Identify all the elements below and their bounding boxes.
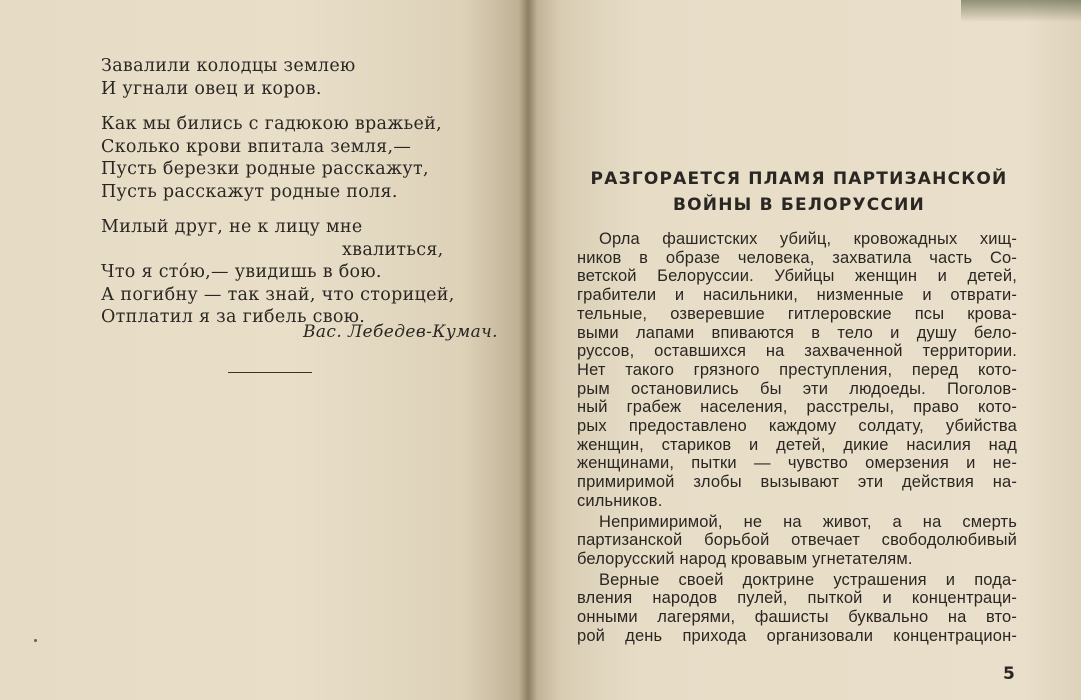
chapter-heading xyxy=(578,166,1020,218)
book-gutter xyxy=(519,0,537,700)
text-line: белорусский народ кровавым угнетателям. xyxy=(577,549,913,568)
text-line: грабители и насильники, низменные и отврати- xyxy=(577,286,1017,305)
paragraph xyxy=(577,513,1017,569)
poem-stanza xyxy=(101,216,501,329)
poem-line: Завалили колодцы землею xyxy=(101,56,356,76)
poem-line: Пусть березки родные расскажут, xyxy=(101,159,429,179)
text-line: ный грабеж населения, расстрелы, право кото- xyxy=(577,398,1017,417)
page-number: 5 xyxy=(1003,664,1015,684)
text-line: руссов, оставшихся на захваченной территории. xyxy=(577,342,1017,361)
paragraph xyxy=(577,230,1017,511)
poem-line: Сколько крови впитала земля,— xyxy=(101,136,412,157)
poem-line: Как мы бились с гадюкою вражьей, xyxy=(101,114,442,134)
text-line: рым остановились бы эти людоеды. Поголов- xyxy=(577,379,1017,398)
text-line: Орла фашистских убийц, кровожадных хищ- xyxy=(599,230,1017,248)
text-line: вления народов пулей, пыткой и концентраци- xyxy=(577,589,1017,608)
text-line: Нет такого грязного преступления, перед кото- xyxy=(577,360,1017,379)
poem-line: Милый друг, не к лицу мне xyxy=(101,217,363,237)
article-body xyxy=(577,230,1017,647)
poem-line: хвалиться, xyxy=(342,239,444,260)
text-line: Непримиримой, не на живот, а на смерть xyxy=(599,512,1017,531)
heading-line: РАЗГОРАЕТСЯ ПЛАМЯ ПАРТИЗАНСКОЙ xyxy=(590,169,1008,189)
section-divider xyxy=(228,372,312,373)
text-line: онными лагерями, фашисты буквально на вто- xyxy=(577,608,1017,627)
paragraph xyxy=(577,571,1017,646)
text-line: ников в образе человека, захватила часть Со- xyxy=(577,248,1017,267)
poem xyxy=(101,55,501,342)
poem-author: Вас. Лебедев-Кумач. xyxy=(303,322,498,342)
paper-speck xyxy=(34,639,37,642)
poem-stanza xyxy=(101,113,501,203)
poem-line: И угнали овец и коров. xyxy=(101,78,322,99)
poem-line: Что я стóю,— увидишь в бою. xyxy=(101,262,382,282)
text-line: партизанской борьбой отвечает свободолюбивый xyxy=(577,531,1017,550)
text-line: тельные, озверевшие гитлеровские псы крова- xyxy=(577,304,1017,323)
text-line: рой день прихода организовали концентрацион- xyxy=(577,626,1017,645)
text-line: сильников. xyxy=(577,491,663,510)
text-line: женщин, стариков и детей, дикие насилия над xyxy=(577,435,1017,454)
heading-line: ВОЙНЫ В БЕЛОРУССИИ xyxy=(673,195,925,215)
poem-line: А погибну — так знай, что сторицей, xyxy=(101,284,455,305)
text-line: ветской Белоруссии. Убийцы женщин и детей, xyxy=(577,267,1017,286)
text-line: выми лапами впиваются в тело и душу бело- xyxy=(577,323,1017,342)
text-line: Верные своей доктрине устрашения и пода- xyxy=(599,570,1017,589)
poem-line: Отплатил я за гибель свою. xyxy=(101,307,366,327)
text-line: женщинами, пытки — чувство омерзения и не- xyxy=(577,454,1017,473)
cover-edge xyxy=(961,0,1081,22)
text-line: примиримой злобы вызывают эти действия на- xyxy=(577,473,1017,492)
poem-stanza xyxy=(101,55,501,100)
poem-line: Пусть расскажут родные поля. xyxy=(101,181,398,202)
text-line: рых предоставлено каждому солдату, убийства xyxy=(577,417,1017,436)
